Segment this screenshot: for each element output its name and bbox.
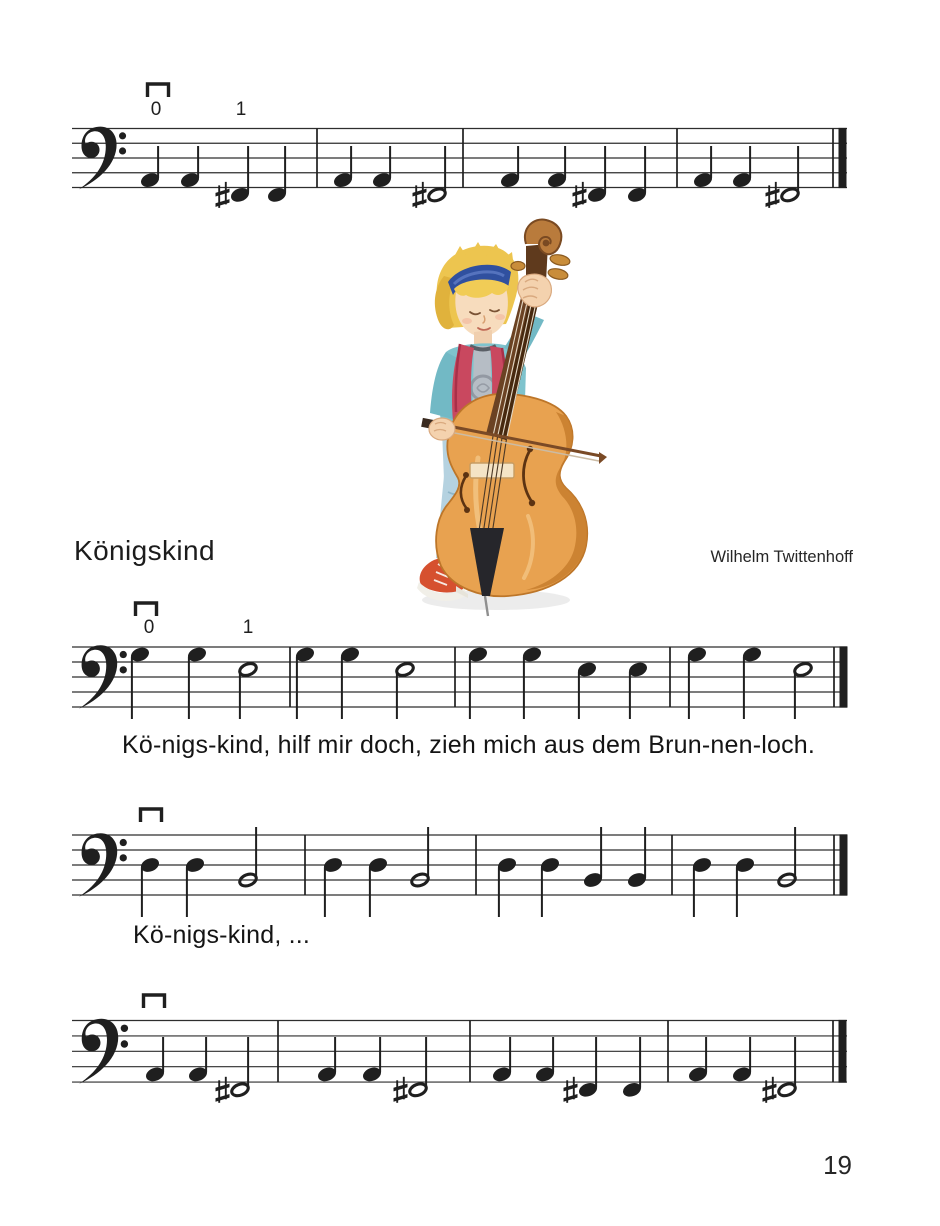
note-a-quarter [316,1037,338,1084]
note-f-sharp-quarter [564,1037,599,1103]
page-number: 19 [823,1150,852,1180]
note-d-quarter [734,856,756,917]
note-g-quarter [521,645,543,719]
sharp-sign [394,1077,408,1103]
note-b-half [410,827,430,888]
note-e-quarter [627,660,649,719]
notehead-half [780,187,800,203]
note-e-half [238,661,258,719]
note-f-sharp-half [394,1037,428,1103]
note-a-quarter [546,146,568,189]
page-title: Königskind [74,535,215,566]
down-bow-mark [144,995,165,1008]
note-b-quarter [626,827,648,889]
note-f-sharp-quarter [626,146,648,204]
note-g-quarter [186,645,208,719]
note-a-quarter [731,146,753,189]
note-g-quarter [294,645,316,719]
note-e-half [793,661,813,719]
note-a-quarter [187,1037,209,1084]
note-g-quarter [467,645,489,719]
note-a-quarter [731,1037,753,1084]
note-e-half [395,661,415,719]
note-g-quarter [339,645,361,719]
sharp-sign [766,182,780,208]
note-f-sharp-half [763,1037,797,1103]
note-f-sharp-half [413,146,447,208]
note-f-sharp-quarter [573,146,608,208]
note-b-quarter [582,827,604,889]
note-g-quarter [741,645,763,719]
note-d-quarter [367,856,389,917]
note-a-quarter [534,1037,556,1084]
down-bow-mark [141,809,162,822]
note-d-quarter [184,856,206,917]
note-d-quarter [322,856,344,917]
sharp-sign [573,182,587,208]
note-a-quarter [139,146,161,189]
fingering-number: 0 [150,99,162,120]
notehead-half [408,1082,428,1098]
staff-1 [72,84,847,208]
note-d-quarter [496,856,518,917]
note-g-quarter [686,645,708,719]
note-f-sharp-half [766,146,800,208]
notehead-half [777,1082,797,1098]
note-a-quarter [361,1037,383,1084]
final-barline-thick [839,1020,847,1083]
note-a-quarter [371,146,393,189]
lyrics-line-1: Kö-nigs-kind, hilf mir doch, zieh mich aus dem Brun-nen-loch. [122,731,816,759]
note-f-sharp-quarter [216,146,251,208]
notehead-half [395,661,415,677]
staff-3 [72,809,848,917]
final-barline-thick [840,646,848,707]
note-b-half [238,827,258,888]
note-a-quarter [179,146,201,189]
notehead-half [238,661,258,677]
note-a-quarter [687,1037,709,1084]
final-barline-thick [840,834,848,895]
fingering-number: 1 [235,99,247,120]
notehead-half [230,1082,250,1098]
note-f-sharp-quarter [621,1037,643,1099]
sharp-sign [564,1077,578,1103]
sharp-sign [413,182,427,208]
notehead-half [427,187,447,203]
sharp-sign [763,1077,777,1103]
note-f-sharp-half [216,1037,250,1103]
final-barline-thick [839,128,847,188]
illustration-child-playing-double-bass [408,216,618,618]
staff-4 [72,995,847,1103]
fingering-number: 0 [143,617,155,638]
composer-name: Wilhelm Twittenhoff [710,548,853,566]
sharp-sign [216,1077,230,1103]
note-a-quarter [144,1037,166,1084]
down-bow-mark [148,84,169,97]
note-a-quarter [491,1037,513,1084]
note-e-quarter [576,660,598,719]
note-g-quarter [129,645,151,719]
fingering-number: 1 [242,617,254,638]
note-d-quarter [539,856,561,917]
lyrics-line-2: Kö-nigs-kind, ... [133,921,311,949]
notehead-half [793,661,813,677]
staff-2 [72,603,848,719]
note-a-quarter [499,146,521,189]
note-a-quarter [332,146,354,189]
note-a-quarter [692,146,714,189]
note-f-sharp-quarter [266,146,288,204]
note-d-quarter [139,856,161,917]
down-bow-mark [136,603,157,616]
note-d-quarter [691,856,713,917]
note-b-half [777,827,797,888]
sharp-sign [216,182,230,208]
